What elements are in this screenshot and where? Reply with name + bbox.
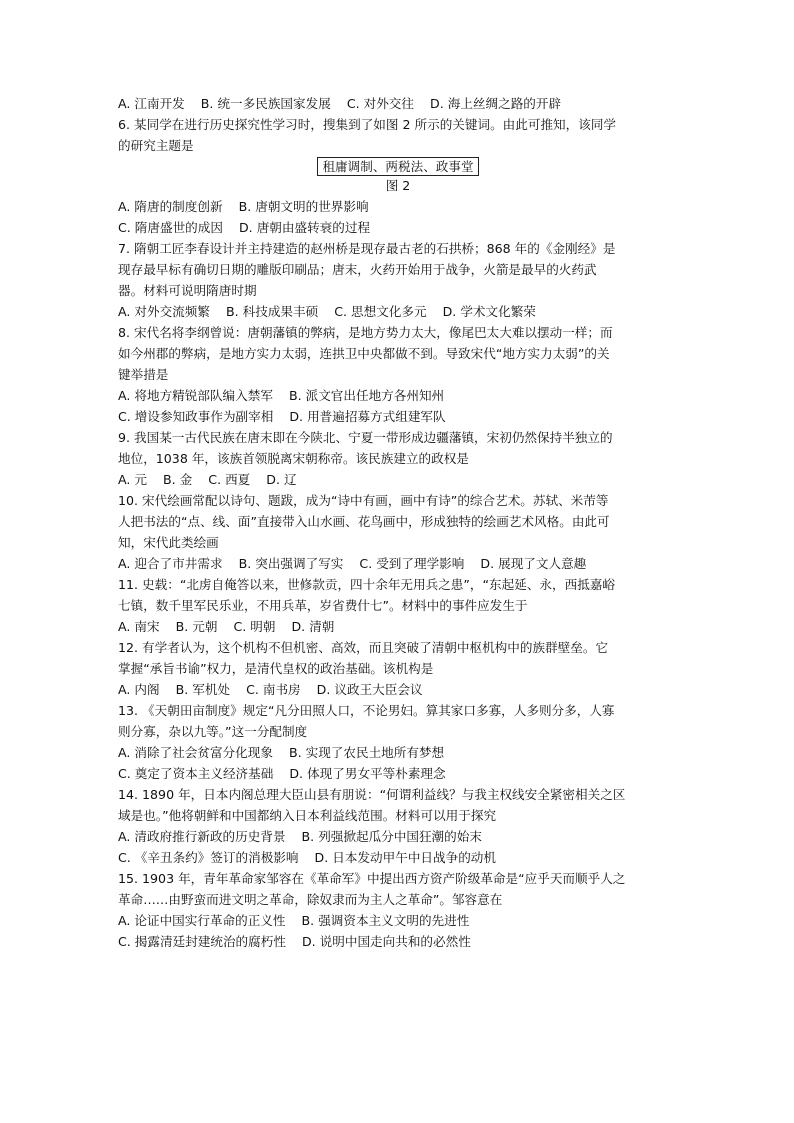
q14-option-b[interactable]: B. 列强掀起瓜分中国狂潮的始末 [301, 829, 482, 844]
q15-options-row-1 [118, 910, 678, 931]
q5-options [118, 93, 678, 114]
question-14 [118, 784, 678, 868]
question-10 [118, 490, 678, 574]
q6-options-row-1 [118, 196, 678, 217]
q10-stem-line-1: 10. 宋代绘画常配以诗句、题跋，成为“诗中有画，画中有诗”的综合艺术。苏轼、米芾等 [118, 493, 609, 508]
q12-options [118, 679, 678, 700]
q9-option-d[interactable]: D. 辽 [266, 472, 297, 487]
q10-option-b[interactable]: B. 突出强调了写实 [238, 556, 344, 571]
q14-option-c[interactable]: C. 《辛丑条约》签订的消极影响 [118, 850, 299, 865]
q6-option-a[interactable]: A. 隋唐的制度创新 [118, 199, 223, 214]
q13-options-row-1 [118, 742, 678, 763]
q11-option-d[interactable]: D. 清朝 [291, 619, 335, 634]
q7-stem-line-3: 器。材料可说明隋唐时期 [118, 283, 257, 298]
q15-option-c[interactable]: C. 揭露清廷封建统治的腐朽性 [118, 934, 286, 949]
q13-stem-line-1: 13. 《天朝田亩制度》规定“凡分田照人口，不论男妇。算其家口多寡，人多则分多，人寡 [118, 703, 615, 718]
q5-option-b[interactable]: B. 统一多民族国家发展 [200, 96, 331, 111]
q10-stem-line-2: 人把书法的“点、线、面”直接带入山水画、花鸟画中，形成独特的绘画艺术风格。由此可 [118, 514, 610, 529]
q6-option-b[interactable]: B. 唐朝文明的世界影响 [238, 199, 369, 214]
q12-option-d[interactable]: D. 议政王大臣会议 [316, 682, 423, 697]
q6-option-d[interactable]: D. 唐朝由盛转衰的过程 [238, 220, 371, 235]
question-13 [118, 700, 678, 784]
q6-option-c[interactable]: C. 隋唐盛世的成因 [118, 220, 223, 235]
question-15 [118, 868, 678, 952]
q13-stem-line-2: 则分寡，杂以九等。”这一分配制度 [118, 724, 308, 739]
q9-stem-line-1: 9. 我国某一古代民族在唐末即在今陕北、宁夏一带形成边疆藩镇，宋初仍然保持半独立的 [118, 430, 613, 445]
q5-option-a[interactable]: A. 江南开发 [118, 96, 185, 111]
q12-option-b[interactable]: B. 军机处 [175, 682, 231, 697]
q13-option-d[interactable]: D. 体现了男女平等朴素理念 [289, 766, 446, 781]
exam-page [118, 93, 678, 952]
q15-option-a[interactable]: A. 论证中国实行革命的正义性 [118, 913, 286, 928]
q6-options-row-2 [118, 217, 678, 238]
q10-option-c[interactable]: C. 受到了理学影响 [359, 556, 465, 571]
q5-option-d[interactable]: D. 海上丝绸之路的开辟 [430, 96, 562, 111]
q15-options-row-2 [118, 931, 678, 952]
q6-stem-line-2: 的研究主题是 [118, 138, 194, 153]
q10-options [118, 553, 678, 574]
q13-options-row-2 [118, 763, 678, 784]
q15-option-d[interactable]: D. 说明中国走向共和的必然性 [301, 934, 471, 949]
q8-options-row-1 [118, 385, 678, 406]
q14-options-row-2 [118, 847, 678, 868]
q8-stem-line-3: 键举措是 [118, 367, 169, 382]
q14-option-a[interactable]: A. 清政府推行新政的历史背景 [118, 829, 286, 844]
q15-stem-line-2: 革命……由野蛮而进文明之革命，除奴隶而为主人之革命”。邹容意在 [118, 892, 503, 907]
q11-options [118, 616, 678, 637]
question-11 [118, 574, 678, 637]
q8-option-a[interactable]: A. 将地方精锐部队编入禁军 [118, 388, 273, 403]
q13-option-a[interactable]: A. 消除了社会贫富分化现象 [118, 745, 273, 760]
q11-option-b[interactable]: B. 元朝 [175, 619, 218, 634]
q11-option-a[interactable]: A. 南宋 [118, 619, 160, 634]
q9-stem-line-2: 地位，1038 年，该族首领脱离宋朝称帝。该民族建立的政权是 [118, 451, 469, 466]
q11-stem-line-1: 11. 史载：“北虏自俺答以来，世修款贡，四十余年无用兵之患”，“东起延、永，西抵嘉峪 [118, 577, 615, 592]
q12-stem-line-2: 掌握“承旨书谕”权力，是清代皇权的政治基础。该机构是 [118, 661, 434, 676]
q14-stem-line-1: 14. 1890 年，日本内阁总理大臣山县有朋说：“何谓利益线？与我主权线安全紧密相关之区 [118, 787, 626, 802]
q6-figure [118, 157, 678, 176]
q15-stem-line-1: 15. 1903 年，青年革命家邹容在《革命军》中提出西方资产阶级革命是“应乎天而顺乎人之 [118, 871, 626, 886]
question-12 [118, 637, 678, 700]
q12-option-a[interactable]: A. 内阁 [118, 682, 160, 697]
question-7 [118, 238, 678, 322]
q7-stem-line-2: 现存最早标有确切日期的雕版印刷品；唐末，火药开始用于战争，火箭是最早的火药武 [118, 262, 597, 277]
q7-option-c[interactable]: C. 思想文化多元 [334, 304, 427, 319]
q7-options [118, 301, 678, 322]
q6-stem-line-1: 6. 某同学在进行历史探究性学习时，搜集到了如图 2 所示的关键词。由此可推知，该同学 [118, 117, 617, 132]
q5-option-c[interactable]: C. 对外交往 [346, 96, 414, 111]
question-9 [118, 427, 678, 490]
q9-options [118, 469, 678, 490]
q8-option-b[interactable]: B. 派文官出任地方各州知州 [288, 388, 445, 403]
q14-options-row-1 [118, 826, 678, 847]
q8-stem-line-2: 如今州郡的弊病，是地方实力太弱，连拱卫中央都做不到。导致宋代“地方实力太弱”的关 [118, 346, 610, 361]
q11-option-c[interactable]: C. 明朝 [233, 619, 276, 634]
q8-options-row-2 [118, 406, 678, 427]
question-8 [118, 322, 678, 427]
q10-option-d[interactable]: D. 展现了文人意趣 [480, 556, 587, 571]
q10-option-a[interactable]: A. 迎合了市井需求 [118, 556, 223, 571]
q6-keyword-box: 租庸调制、两税法、政事堂 [317, 157, 478, 176]
q15-option-b[interactable]: B. 强调资本主义文明的先进性 [301, 913, 470, 928]
q14-stem-line-2: 域是也。”他将朝鲜和中国都纳入日本利益线范围。材料可以用于探究 [118, 808, 497, 823]
q8-stem-line-1: 8. 宋代名将李纲曾说：唐朝藩镇的弊病，是地方势力太大，像尾巴太大难以摆动一样；而 [118, 325, 613, 340]
q10-stem-line-3: 知，宋代此类绘画 [118, 535, 219, 550]
q13-option-c[interactable]: C. 奠定了资本主义经济基础 [118, 766, 274, 781]
q12-stem-line-1: 12. 有学者认为，这个机构不但机密、高效，而且突破了清朝中枢机构中的族群壁垒。它 [118, 640, 609, 655]
q7-option-d[interactable]: D. 学术文化繁荣 [442, 304, 536, 319]
q13-option-b[interactable]: B. 实现了农民土地所有梦想 [288, 745, 445, 760]
q11-stem-line-2: 七镇，数千里军民乐业，不用兵革，岁省费什七”。材料中的事件应发生于 [118, 598, 528, 613]
q8-option-d[interactable]: D. 用普遍招募方式组建军队 [289, 409, 446, 424]
q9-option-c[interactable]: C. 西夏 [208, 472, 251, 487]
question-6 [118, 114, 678, 238]
q9-option-a[interactable]: A. 元 [118, 472, 147, 487]
q7-option-b[interactable]: B. 科技成果丰硕 [225, 304, 319, 319]
q8-option-c[interactable]: C. 增设参知政事作为副宰相 [118, 409, 274, 424]
q14-option-d[interactable]: D. 日本发动甲午中日战争的动机 [314, 850, 496, 865]
q7-option-a[interactable]: A. 对外交流频繁 [118, 304, 210, 319]
q12-option-c[interactable]: C. 南书房 [246, 682, 301, 697]
q7-stem-line-1: 7. 隋朝工匠李春设计并主持建造的赵州桥是现存最古老的石拱桥；868 年的《金刚经》是 [118, 241, 616, 256]
q6-figure-caption: 图 2 [385, 178, 411, 193]
q9-option-b[interactable]: B. 金 [163, 472, 193, 487]
